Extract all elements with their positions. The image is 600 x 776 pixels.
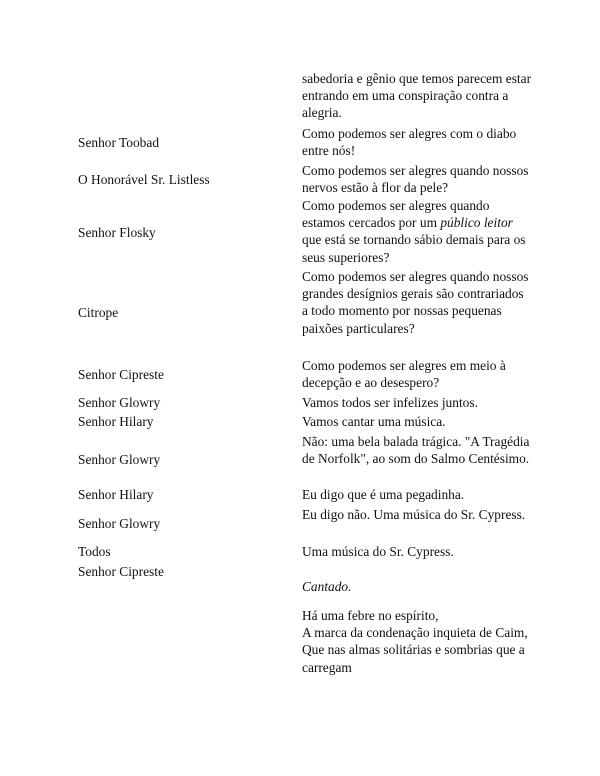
dialogue-line: Eu digo que é uma pegadinha. (302, 487, 465, 502)
speaker-name: Citrope (78, 305, 119, 320)
poem-line: Que nas almas solitárias e sombrias que a carregam (302, 642, 525, 675)
speaker-name: Senhor Hilary (78, 487, 154, 502)
speaker-name: O Honorável Sr. Listless (78, 172, 210, 187)
speaker-name: Senhor Glowry (78, 395, 161, 410)
poem-stanza (302, 607, 542, 676)
continuation-line: sabedoria e gênio que temos parecem estar entrando em uma conspiração contra a alegria. (302, 71, 532, 121)
speaker-name: Todos (78, 544, 111, 559)
stage-direction: Cantado. (302, 579, 352, 594)
speaker-name: Senhor Flosky (78, 225, 156, 240)
dialogue-line: Não: uma bela balada trágica. "A Tragédia de Norfolk", ao som do Salmo Centésimo. (302, 434, 530, 467)
poem-line: A marca da condenação inquieta de Caim, (302, 625, 528, 641)
speaker-name: Senhor Cipreste (78, 367, 164, 382)
dialogue-line: Como podemos ser alegres quando nossos grandes desígnios gerais são contrariados a todo momento por nossas pequenas paixões particulares? (302, 269, 529, 336)
speaker-name: Senhor Cipreste (78, 564, 164, 579)
dialogue-line: Vamos cantar uma música. (302, 414, 446, 429)
line-text: que está se tornando sábio demais para os seus superiores? (302, 232, 526, 265)
speaker-name: Senhor Hilary (78, 414, 154, 429)
speaker-name: Senhor Glowry (78, 516, 161, 531)
line-text: Como podemos ser alegres quando estamos cercados por um (302, 198, 490, 231)
dialogue-line (302, 197, 532, 266)
dialogue-line: Como podemos ser alegres em meio à decepção e ao desespero? (302, 358, 506, 391)
line-emphasis: público leitor (440, 215, 513, 231)
speaker-name: Senhor Toobad (78, 135, 160, 150)
dialogue-line: Vamos todos ser infelizes juntos. (302, 395, 478, 410)
poem-line: Há uma febre no espírito, (302, 608, 439, 623)
dialogue-line: Eu digo não. Uma música do Sr. Cypress. (302, 507, 526, 522)
dialogue-line: Uma música do Sr. Cypress. (302, 544, 454, 559)
dialogue-line: Como podemos ser alegres com o diabo entre nós! (302, 126, 517, 159)
dialogue-line: Como podemos ser alegres quando nossos nervos estão à flor da pele? (302, 163, 529, 196)
speaker-name: Senhor Glowry (78, 452, 161, 467)
